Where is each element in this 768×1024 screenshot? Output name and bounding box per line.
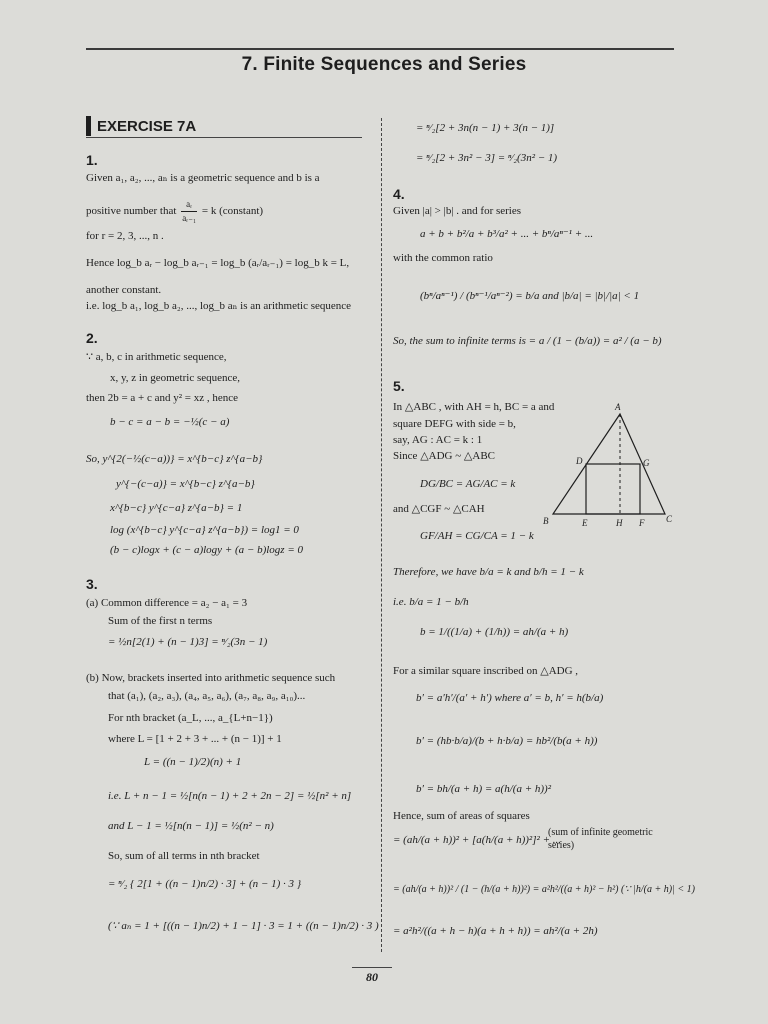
q3-a3: = ½n[2(1) + (n − 1)3] = ⁿ⁄₂(3n − 1) — [108, 636, 268, 648]
label-d: D — [576, 456, 583, 466]
q5-line8: Therefore, we have b/a = k and b/h = 1 − k — [393, 566, 584, 578]
label-b: B — [543, 516, 549, 526]
q2-line7: x^{b−c} y^{c−a} z^{a−b} = 1 — [110, 502, 243, 514]
q5-line6: and △CGF ~ △CAH — [393, 503, 485, 515]
q1-line4: Hence log_b aᵣ − log_b aᵣ₋₁ = log_b (aᵣ/aᵣ₋₁) = log_b k = L, — [86, 257, 350, 269]
page-number: 80 — [366, 970, 378, 984]
q5-line10: b = 1/((1/a) + (1/h)) = ah/(a + h) — [420, 626, 569, 638]
label-g: G — [643, 458, 650, 468]
label-a: A — [615, 402, 621, 412]
q4-line2: a + b + b²/a + b³/a² + ... + bⁿ/aⁿ⁻¹ + ... — [420, 228, 594, 240]
q1-line6: i.e. log_b a₁, log_b a₂, ..., log_b aₙ is an arithmetic sequence — [86, 300, 352, 312]
exercise-label: EXERCISE 7A — [97, 117, 197, 135]
label-c: C — [666, 514, 673, 524]
q1-line2b: = k (constant) — [201, 205, 264, 218]
q2-line2: x, y, z in geometric sequence, — [110, 372, 241, 384]
q5-number: 5. — [393, 378, 405, 394]
column-divider — [381, 118, 382, 952]
q2-line4: b − c = a − b = −½(c − a) — [110, 416, 230, 428]
q5-line18: = a²h²/((a + h − h)(a + h + h)) = ah²/(a + 2h) — [393, 925, 598, 937]
q2-line1: ∵ a, b, c in arithmetic sequence, — [86, 351, 227, 363]
q2-number: 2. — [86, 330, 98, 346]
q4-line4: (bⁿ/aⁿ⁻¹) / (bⁿ⁻¹/aⁿ⁻²) = b/a and |b/a| = |b|/|a| < 1 — [420, 290, 640, 302]
q3-b3: For nth bracket (a_L, ..., a_{L+n−1}) — [108, 712, 273, 724]
q4-number: 4. — [393, 186, 405, 202]
q4-line3: with the common ratio — [393, 252, 493, 264]
q3-b6: i.e. L + n − 1 = ½[n(n − 1) + 2 + 2n − 2] = ½[n² + n] — [108, 790, 352, 802]
exercise-marker — [86, 116, 91, 136]
footer-rule — [352, 967, 392, 968]
q5-line7: GF/AH = CG/CA = 1 − k — [420, 530, 534, 542]
label-f: F — [639, 518, 645, 528]
q5-line4: Since △ADG ~ △ABC — [393, 450, 496, 462]
q1-line1: Given a₁, a₂, ..., aₙ is a geometric sequence and b is a — [86, 172, 320, 184]
q3-b8: So, sum of all terms in nth bracket — [108, 850, 260, 862]
q5-line2: square DEFG with side = b, — [393, 418, 516, 430]
square-defg — [586, 464, 640, 514]
q3-b1: (b) Now, brackets inserted into arithmetic sequence such — [86, 672, 336, 684]
q3-cont-line2: = ⁿ⁄₂[2 + 3n² − 3] = ⁿ⁄₂(3n² − 1) — [416, 152, 558, 164]
q3-b4: where L = [1 + 2 + 3 + ... + (n − 1)] + 1 — [108, 733, 282, 745]
q3-a1: (a) Common difference = a₂ − a₁ = 3 — [86, 597, 248, 609]
top-rule — [86, 48, 674, 50]
q1-line5: another constant. — [86, 284, 162, 296]
q2-line8: log (x^{b−c} y^{c−a} z^{a−b}) = log1 = 0 — [110, 524, 299, 536]
label-e: E — [582, 518, 588, 528]
q3-number: 3. — [86, 576, 98, 592]
q3-b9: = ⁿ⁄₂ { 2[1 + ((n − 1)n/2) · 3] + (n − 1) · 3 } — [108, 878, 302, 890]
q4-line1: Given |a| > |b| . and for series — [393, 205, 522, 217]
q1-ratio-fraction: $\frac{\text{aᵣ}}{\text{aᵣ₋₁}}$ — [182, 199, 197, 223]
triangle-diagram — [535, 398, 675, 530]
q3-b10: (∵ aₙ = 1 + [((n − 1)n/2) + 1 − 1] · 3 = 1 + ((n − 1)n/2) · 3 ) — [108, 920, 379, 932]
q5-line5: DG/BC = AG/AC = k — [420, 478, 516, 490]
q5-line3: say, AG : AC = k : 1 — [393, 434, 483, 446]
q5-line13: b′ = (hb·b/a)/(b + h·b/a) = hb²/(b(a + h)) — [416, 735, 598, 747]
q5-line9: i.e. b/a = 1 − b/h — [393, 596, 469, 608]
q5-line15: Hence, sum of areas of squares — [393, 810, 530, 822]
q1-line2 — [86, 198, 263, 225]
q5-line14: b′ = bh/(a + h) = a(h/(a + h))² — [416, 783, 551, 795]
label-h: H — [616, 518, 623, 528]
q2-line3: then 2b = a + c and y² = xz , hence — [86, 392, 239, 404]
q1-number: 1. — [86, 152, 98, 168]
chapter-title: 7. Finite Sequences and Series — [241, 54, 527, 75]
q4-line5: So, the sum to infinite terms is = a / (1 − (b/a)) = a² / (a − b) — [393, 335, 662, 347]
q3-b7: and L − 1 = ½[n(n − 1)] = ½(n² − n) — [108, 820, 274, 832]
q5-line12: b′ = a′h′/(a′ + h′) where a′ = b, h′ = h(b/a) — [416, 692, 604, 704]
exercise-heading — [86, 116, 196, 136]
q3-b5: L = ((n − 1)/2)(n) + 1 — [144, 756, 242, 768]
q3-a2: Sum of the first n terms — [108, 615, 213, 627]
q1-line2a: positive number that — [86, 205, 177, 218]
exercise-rule — [86, 137, 362, 138]
q5-line16: = (ah/(a + h))² + [a(h/(a + h))²]² + ... — [393, 834, 561, 846]
q5-line1: In △ABC , with AH = h, BC = a and — [393, 401, 555, 413]
q3-cont-line1: = ⁿ⁄₂[2 + 3n(n − 1) + 3(n − 1)] — [416, 122, 555, 134]
q2-line9: (b − c)logx + (c − a)logy + (a − b)logz = 0 — [110, 544, 303, 556]
q2-line6: y^{−(c−a)} = x^{b−c} z^{a−b} — [116, 478, 255, 490]
q2-line5: So, y^{2(−½(c−a))} = x^{b−c} z^{a−b} — [86, 453, 263, 465]
q1-line3: for r = 2, 3, ..., n . — [86, 230, 164, 242]
q5-line16-note: (sum of infinite geometric series) — [548, 827, 653, 851]
q3-b2: that (a₁), (a₂, a₃), (a₄, a₅, a₆), (a₇, a₈, a₉, a₁₀)... — [108, 690, 306, 702]
q5-line11: For a similar square inscribed on △ADG , — [393, 665, 579, 677]
q5-line17: = (ah/(a + h))² / (1 − (h/(a + h))²) = a²h²/((a + h)² − h²) (∵ |h/(a + h)| < 1) — [393, 884, 695, 895]
